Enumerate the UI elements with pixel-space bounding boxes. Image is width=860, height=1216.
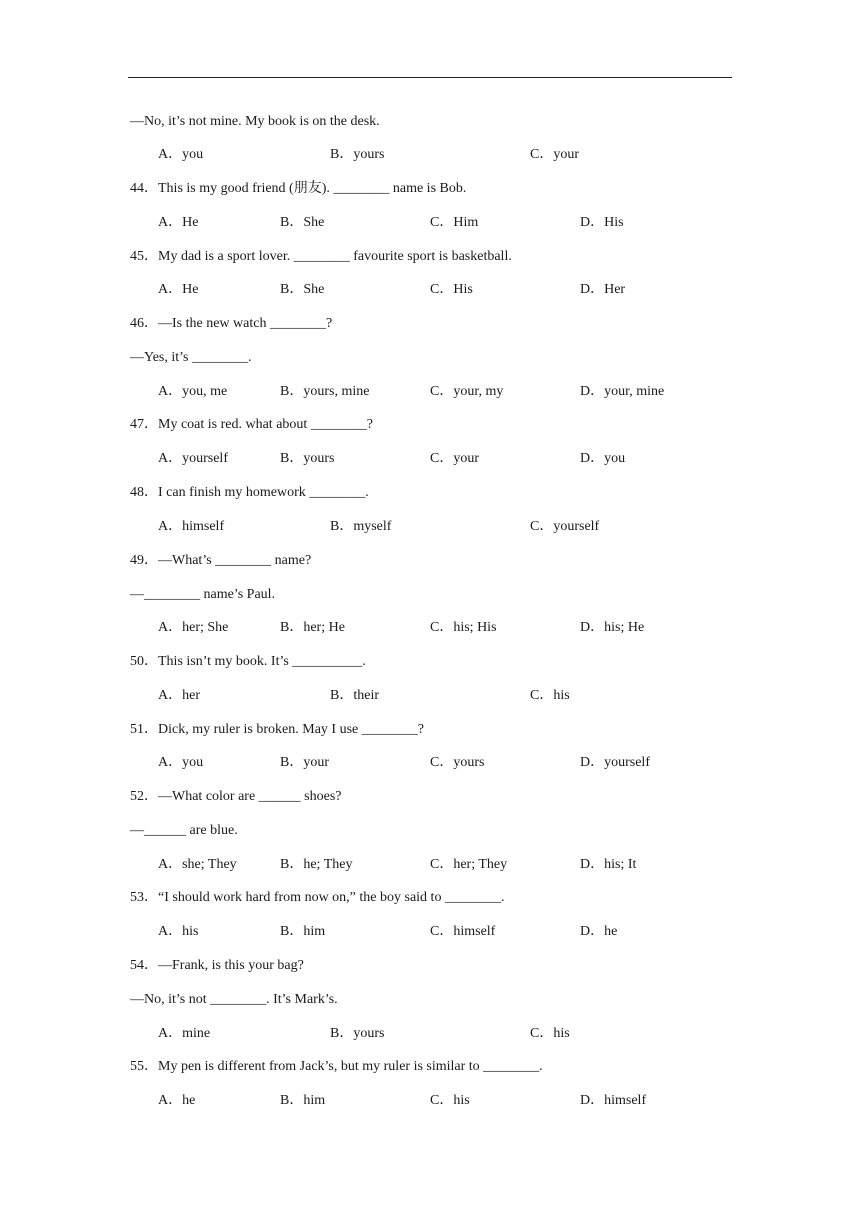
q54-option-a[interactable]: A．mine xyxy=(158,1026,211,1041)
q51-stem: 51．Dick, my ruler is broken. May I use ________? xyxy=(130,722,424,737)
q46-option-d[interactable]: D．your, mine xyxy=(580,384,665,399)
q55-option-d[interactable]: D．himself xyxy=(580,1093,647,1108)
q51-option-c[interactable]: C．yours xyxy=(430,755,485,770)
q47-option-d[interactable]: D．you xyxy=(580,451,626,466)
q46-stem: 46．—Is the new watch ________? xyxy=(130,316,333,331)
q44-option-a[interactable]: A．He xyxy=(158,215,199,230)
q55-stem: 55．My pen is different from Jack’s, but my ruler is similar to ________. xyxy=(130,1059,543,1074)
q43-reply: —No, it’s not mine. My book is on the desk. xyxy=(130,114,380,129)
q50-option-a[interactable]: A．her xyxy=(158,688,200,703)
q51-option-a[interactable]: A．you xyxy=(158,755,204,770)
q48-option-c[interactable]: C．yourself xyxy=(530,519,600,534)
q44-option-c[interactable]: C．Him xyxy=(430,215,479,230)
q43-option-c[interactable]: C．your xyxy=(530,147,579,162)
header-rule xyxy=(128,77,732,78)
q52-option-c[interactable]: C．her; They xyxy=(430,857,508,872)
q47-option-a[interactable]: A．yourself xyxy=(158,451,228,466)
q49-stem: 49．—What’s ________ name? xyxy=(130,553,312,568)
q43-option-b[interactable]: B．yours xyxy=(330,147,385,162)
q45-stem: 45．My dad is a sport lover. ________ favourite sport is basketball. xyxy=(130,249,512,264)
q55-option-c[interactable]: C．his xyxy=(430,1093,470,1108)
q46-option-c[interactable]: C．your, my xyxy=(430,384,504,399)
q53-option-a[interactable]: A．his xyxy=(158,924,199,939)
q55-option-b[interactable]: B．him xyxy=(280,1093,326,1108)
q53-option-c[interactable]: C．himself xyxy=(430,924,496,939)
q46-option-a[interactable]: A．you, me xyxy=(158,384,228,399)
q45-option-a[interactable]: A．He xyxy=(158,282,199,297)
q53-option-b[interactable]: B．him xyxy=(280,924,326,939)
q46-option-b[interactable]: B．yours, mine xyxy=(280,384,370,399)
q52-option-b[interactable]: B．he; They xyxy=(280,857,353,872)
q50-stem: 50．This isn’t my book. It’s __________. xyxy=(130,654,366,669)
q50-option-c[interactable]: C．his xyxy=(530,688,570,703)
q54-stem: 54．—Frank, is this your bag? xyxy=(130,958,304,973)
q44-stem: 44．This is my good friend (朋友). ________ name is Bob. xyxy=(130,181,467,196)
q45-option-c[interactable]: C．His xyxy=(430,282,473,297)
q51-option-d[interactable]: D．yourself xyxy=(580,755,650,770)
q48-option-a[interactable]: A．himself xyxy=(158,519,225,534)
q54-reply: —No, it’s not ________. It’s Mark’s. xyxy=(130,992,338,1007)
q49-option-c[interactable]: C．his; His xyxy=(430,620,497,635)
q49-option-a[interactable]: A．her; She xyxy=(158,620,229,635)
q51-option-b[interactable]: B．your xyxy=(280,755,329,770)
q43-option-a[interactable]: A．you xyxy=(158,147,204,162)
q47-option-b[interactable]: B．yours xyxy=(280,451,335,466)
q49-reply: —________ name’s Paul. xyxy=(130,587,276,602)
q45-option-d[interactable]: D．Her xyxy=(580,282,626,297)
q45-option-b[interactable]: B．She xyxy=(280,282,325,297)
q52-option-d[interactable]: D．his; It xyxy=(580,857,637,872)
q48-stem: 48．I can finish my homework ________. xyxy=(130,485,369,500)
q54-option-c[interactable]: C．his xyxy=(530,1026,570,1041)
q48-option-b[interactable]: B．myself xyxy=(330,519,392,534)
q47-stem: 47．My coat is red. what about ________? xyxy=(130,417,374,432)
q52-stem: 52．—What color are ______ shoes? xyxy=(130,789,342,804)
q52-reply: —______ are blue. xyxy=(130,823,238,838)
q53-option-d[interactable]: D．he xyxy=(580,924,618,939)
q55-option-a[interactable]: A．he xyxy=(158,1093,196,1108)
q44-option-b[interactable]: B．She xyxy=(280,215,325,230)
q44-option-d[interactable]: D．His xyxy=(580,215,624,230)
q47-option-c[interactable]: C．your xyxy=(430,451,479,466)
q50-option-b[interactable]: B．their xyxy=(330,688,379,703)
q52-option-a[interactable]: A．she; They xyxy=(158,857,237,872)
q54-option-b[interactable]: B．yours xyxy=(330,1026,385,1041)
q46-reply: —Yes, it’s ________. xyxy=(130,350,252,365)
q53-stem: 53．“I should work hard from now on,” the boy said to ________. xyxy=(130,890,505,905)
q49-option-d[interactable]: D．his; He xyxy=(580,620,645,635)
q49-option-b[interactable]: B．her; He xyxy=(280,620,345,635)
